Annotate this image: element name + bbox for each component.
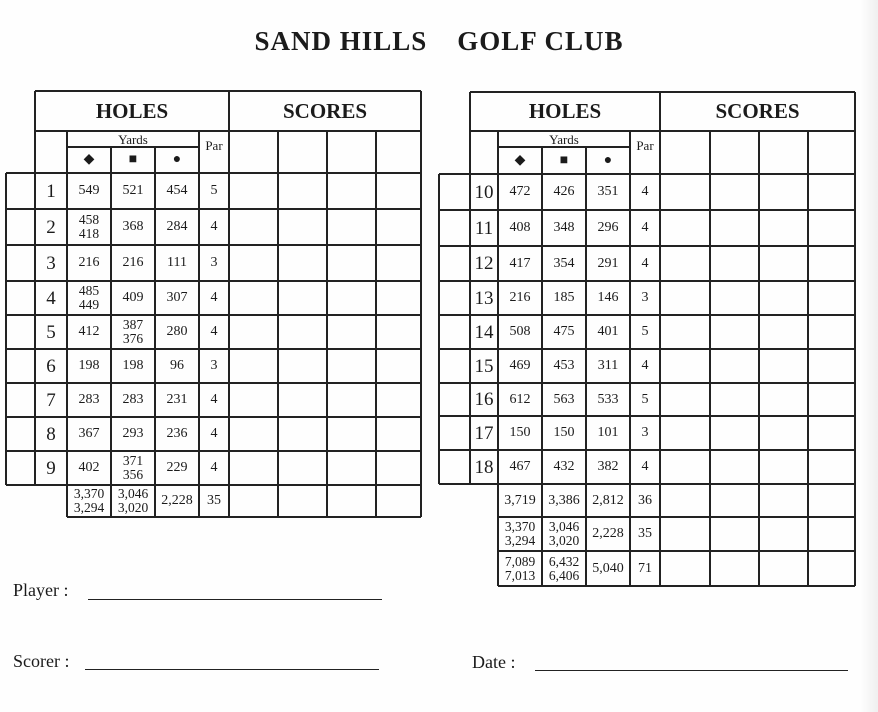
hole-blank-cell[interactable] [439,450,470,484]
score-total-cell[interactable] [759,517,808,551]
hole-blank-cell[interactable] [439,383,470,416]
score-total-cell[interactable] [376,485,421,517]
score-entry-cell[interactable] [808,210,855,246]
yardage-value: 283 [78,392,100,407]
par-value: 4 [641,255,649,271]
score-total-cell[interactable] [710,517,759,551]
score-entry-cell[interactable] [229,209,278,245]
hole-blank-cell[interactable] [6,209,35,245]
score-entry-cell[interactable] [808,383,855,416]
score-total-cell[interactable] [327,485,376,517]
yardage-value-pair [498,517,542,551]
score-entry-cell[interactable] [327,383,376,417]
score-entry-cell[interactable] [710,349,759,383]
hole-blank-cell[interactable] [6,417,35,451]
hole-number: 14 [474,321,494,343]
yardage-value: 401 [597,324,619,339]
yardage-men: 6,432 [548,553,580,569]
par-value: 4 [210,219,218,234]
yardage-value: 2,812 [592,492,624,508]
yardage-value: 5,040 [592,560,624,576]
yardage-value: 354 [553,255,575,271]
hole-number: 16 [474,389,494,410]
hole-number: 4 [46,287,56,309]
score-entry-cell[interactable] [660,174,710,210]
par-value: 4 [641,220,649,235]
yardage-men: 371 [122,453,144,468]
par-value: 3 [210,255,218,270]
hole-blank-cell[interactable] [6,245,35,281]
score-entry-cell[interactable] [278,417,327,451]
score-total-cell[interactable] [710,551,759,586]
yardage-value: 368 [122,219,144,234]
score-total-cell[interactable] [808,517,855,551]
score-entry-cell[interactable] [278,281,327,315]
yardage-men: 387 [122,317,144,332]
yardage-value-pair [542,551,586,586]
club-title-left: SAND HILLS [254,26,428,56]
score-entry-cell[interactable] [808,349,855,383]
score-entry-cell[interactable] [808,246,855,281]
par-value: 4 [641,184,649,199]
score-entry-cell[interactable] [808,281,855,315]
yardage-value: 198 [78,358,100,373]
score-entry-cell[interactable] [376,417,421,451]
score-entry-cell[interactable] [759,416,808,450]
yardage-value: 231 [166,392,188,407]
yardage-value: 521 [122,183,144,198]
par-total: 35 [207,493,221,508]
score-entry-cell[interactable] [660,450,710,484]
hole-number: 5 [46,321,56,343]
yardage-men: 7,089 [504,553,536,569]
yardage-value: 150 [553,425,575,440]
hole-number: 9 [46,457,56,479]
score-entry-cell[interactable] [759,246,808,281]
score-entry-cell[interactable] [759,315,808,349]
score-entry-cell[interactable] [327,245,376,281]
yardage-women: 6,406 [548,567,580,583]
yardage-value: 311 [597,358,619,373]
hole-number: 12 [474,253,494,274]
yardage-value: 367 [78,426,100,441]
hole-number: 7 [46,389,56,411]
par-header: Par [636,137,654,153]
par-value: 4 [210,392,218,407]
yardage-value: 417 [509,255,531,271]
score-entry-cell[interactable] [660,315,710,349]
square-icon: ■ [128,152,138,167]
holes-header: HOLES [95,98,169,123]
yardage-value: 533 [597,391,619,407]
par-value: 4 [210,460,218,475]
yardage-value-pair [111,485,155,517]
score-entry-cell[interactable] [327,173,376,209]
score-entry-cell[interactable] [660,383,710,416]
score-entry-cell[interactable] [327,209,376,245]
yardage-value: 454 [166,183,188,198]
score-entry-cell[interactable] [327,315,376,349]
par-value: 4 [210,426,218,441]
holes-header: HOLES [528,99,602,123]
yardage-value: 280 [166,324,188,339]
yardage-value-pair [542,517,586,551]
scores-header: SCORES [715,99,800,123]
score-entry-cell[interactable] [278,349,327,383]
yardage-value: 453 [553,358,575,373]
hole-blank-cell[interactable] [6,383,35,417]
yardage-men: 3,370 [73,486,105,501]
par-total: 36 [638,492,652,508]
par-total: 35 [638,526,652,541]
player-input-line[interactable] [88,599,382,600]
par-value: 5 [641,391,649,407]
yardage-value: 467 [509,459,531,474]
score-entry-cell[interactable] [376,209,421,245]
yardage-value: 293 [122,426,144,441]
yardage-men: 3,046 [117,486,149,501]
score-entry-cell[interactable] [376,245,421,281]
score-entry-cell[interactable] [660,246,710,281]
par-header: Par [205,137,223,153]
score-entry-cell[interactable] [759,349,808,383]
yardage-men: 3,046 [548,519,580,534]
score-entry-cell[interactable] [278,173,327,209]
yardage-value: 432 [553,459,575,474]
hole-blank-cell[interactable] [439,315,470,349]
score-entry-cell[interactable] [376,349,421,383]
circle-icon: ● [172,152,182,167]
par-value: 4 [641,459,649,474]
score-entry-cell[interactable] [229,315,278,349]
hole-blank-cell[interactable] [439,246,470,281]
score-entry-cell[interactable] [710,281,759,315]
club-title [0,26,878,57]
yardage-value: 348 [553,220,575,235]
score-entry-cell[interactable] [710,210,759,246]
scores-header: SCORES [282,98,368,123]
score-entry-cell[interactable] [710,450,759,484]
yardage-women: 3,294 [73,500,105,515]
score-total-cell[interactable] [710,484,759,517]
score-entry-cell[interactable] [759,450,808,484]
yardage-value: 185 [553,290,575,305]
yardage-men: 3,370 [504,519,536,534]
yardage-value: 291 [597,255,619,271]
par-value: 3 [641,425,649,440]
yardage-value: 236 [166,426,188,441]
yardage-men: 458 [78,212,100,227]
score-entry-cell[interactable] [759,383,808,416]
score-entry-cell[interactable] [710,315,759,349]
yardage-women: 356 [122,467,144,482]
score-entry-cell[interactable] [710,246,759,281]
score-entry-cell[interactable] [759,281,808,315]
diamond-icon: ◆ [83,152,95,167]
score-total-cell[interactable] [808,484,855,517]
hole-blank-cell[interactable] [6,173,35,209]
yardage-men: 485 [78,283,100,298]
yardage-value: 549 [78,183,100,198]
hole-blank-cell[interactable] [439,416,470,450]
par-value: 3 [210,358,218,373]
hole-number: 8 [46,423,56,445]
date-label: Date : [472,652,516,672]
score-entry-cell[interactable] [660,349,710,383]
yardage-value: 426 [553,184,575,199]
score-entry-cell[interactable] [327,281,376,315]
hole-number: 2 [46,216,56,238]
yardage-women: 449 [78,297,100,312]
score-entry-cell[interactable] [229,417,278,451]
club-title-right: GOLF CLUB [457,26,624,56]
yardage-value: 111 [167,255,187,270]
score-entry-cell[interactable] [808,174,855,210]
score-entry-cell[interactable] [278,315,327,349]
yardage-value: 146 [597,290,619,305]
score-entry-cell[interactable] [229,173,278,209]
score-total-cell[interactable] [278,485,327,517]
par-value: 4 [641,358,649,373]
yardage-value: 3,719 [504,492,536,508]
hole-number: 6 [46,355,56,377]
score-entry-cell[interactable] [229,281,278,315]
score-entry-cell[interactable] [660,281,710,315]
card-edge-shadow [860,0,878,712]
par-value: 3 [641,290,649,305]
yardage-women: 376 [122,331,144,346]
score-total-cell[interactable] [660,551,710,586]
score-entry-cell[interactable] [327,451,376,485]
yardage-value: 296 [597,220,619,235]
yardage-women: 7,013 [504,567,536,583]
hole-blank-cell[interactable] [6,451,35,485]
score-entry-cell[interactable] [327,349,376,383]
yardage-value: 284 [166,219,188,234]
score-total-cell[interactable] [808,551,855,586]
yardage-value-pair [111,451,155,485]
yardage-women: 3,294 [504,533,536,548]
yardage-value: 612 [509,391,531,407]
hole-blank-cell[interactable] [439,174,470,210]
hole-number: 10 [474,181,494,203]
yardage-value-pair [111,315,155,349]
diamond-icon: ◆ [514,152,526,168]
hole-blank-cell[interactable] [439,349,470,383]
yards-header: Yards [118,131,148,147]
yardage-value: 402 [78,460,100,475]
yardage-value: 216 [78,255,100,270]
score-entry-cell[interactable] [710,416,759,450]
hole-number: 15 [474,355,494,377]
yardage-value: 351 [597,184,619,199]
par-total: 71 [638,560,652,576]
yardage-value: 283 [122,392,144,407]
yardage-value: 198 [122,358,144,373]
circle-icon: ● [603,152,613,168]
score-total-cell[interactable] [759,551,808,586]
hole-blank-cell[interactable] [439,281,470,315]
yardage-value: 2,228 [592,526,624,541]
score-total-cell[interactable] [229,485,278,517]
score-entry-cell[interactable] [376,173,421,209]
yardage-value: 2,228 [161,493,193,508]
date-input-line[interactable] [535,670,848,671]
square-icon: ■ [559,152,569,168]
hole-number: 13 [474,287,494,309]
score-entry-cell[interactable] [278,209,327,245]
score-entry-cell[interactable] [808,450,855,484]
score-total-cell[interactable] [759,484,808,517]
yardage-value: 229 [166,460,188,475]
yardage-value: 96 [170,358,184,373]
score-entry-cell[interactable] [278,383,327,417]
score-entry-cell[interactable] [759,210,808,246]
hole-blank-cell[interactable] [6,281,35,315]
score-entry-cell[interactable] [660,416,710,450]
par-value: 5 [210,183,218,198]
scorer-label: Scorer : [13,651,70,671]
yardage-value: 101 [597,425,619,440]
score-entry-cell[interactable] [229,349,278,383]
score-entry-cell[interactable] [660,210,710,246]
hole-number: 11 [474,217,494,239]
hole-number: 18 [474,456,494,478]
score-entry-cell[interactable] [376,451,421,485]
par-value: 4 [210,324,218,339]
hole-blank-cell[interactable] [6,315,35,349]
yardage-value: 216 [122,255,144,270]
score-entry-cell[interactable] [376,281,421,315]
hole-number: 1 [46,180,56,202]
yardage-women: 3,020 [548,533,580,548]
yardage-value: 472 [509,184,531,199]
score-entry-cell[interactable] [229,383,278,417]
score-entry-cell[interactable] [278,245,327,281]
scorer-input-line[interactable] [85,669,379,670]
yardage-women: 418 [78,226,100,241]
hole-number: 17 [474,422,494,444]
yardage-value: 563 [553,391,575,407]
yardage-value-pair [67,485,111,517]
score-entry-cell[interactable] [327,417,376,451]
hole-number: 3 [46,252,56,274]
score-entry-cell[interactable] [808,416,855,450]
yardage-women: 3,020 [117,500,149,515]
score-entry-cell[interactable] [229,245,278,281]
yardage-value: 409 [122,290,144,305]
score-entry-cell[interactable] [710,383,759,416]
hole-blank-cell[interactable] [439,210,470,246]
yardage-value: 412 [78,324,100,339]
score-entry-cell[interactable] [710,174,759,210]
yardage-value: 216 [509,290,531,305]
score-entry-cell[interactable] [759,174,808,210]
score-total-cell[interactable] [660,484,710,517]
yardage-value: 475 [553,324,575,339]
score-entry-cell[interactable] [229,451,278,485]
yards-header: Yards [549,131,579,147]
par-value: 4 [210,290,218,305]
score-entry-cell[interactable] [376,383,421,417]
yardage-value: 3,386 [548,492,580,508]
par-value: 5 [641,324,649,339]
yardage-value: 508 [509,324,531,339]
yardage-value-pair [67,281,111,315]
score-entry-cell[interactable] [808,315,855,349]
yardage-value: 408 [509,220,531,235]
yardage-value: 382 [597,459,619,474]
yardage-value: 469 [509,358,531,373]
score-entry-cell[interactable] [278,451,327,485]
yardage-value-pair [67,209,111,245]
score-entry-cell[interactable] [376,315,421,349]
yardage-value-pair [498,551,542,586]
player-label: Player : [13,580,69,600]
score-total-cell[interactable] [660,517,710,551]
hole-blank-cell[interactable] [6,349,35,383]
yardage-value: 150 [509,425,531,440]
yardage-value: 307 [166,290,188,305]
